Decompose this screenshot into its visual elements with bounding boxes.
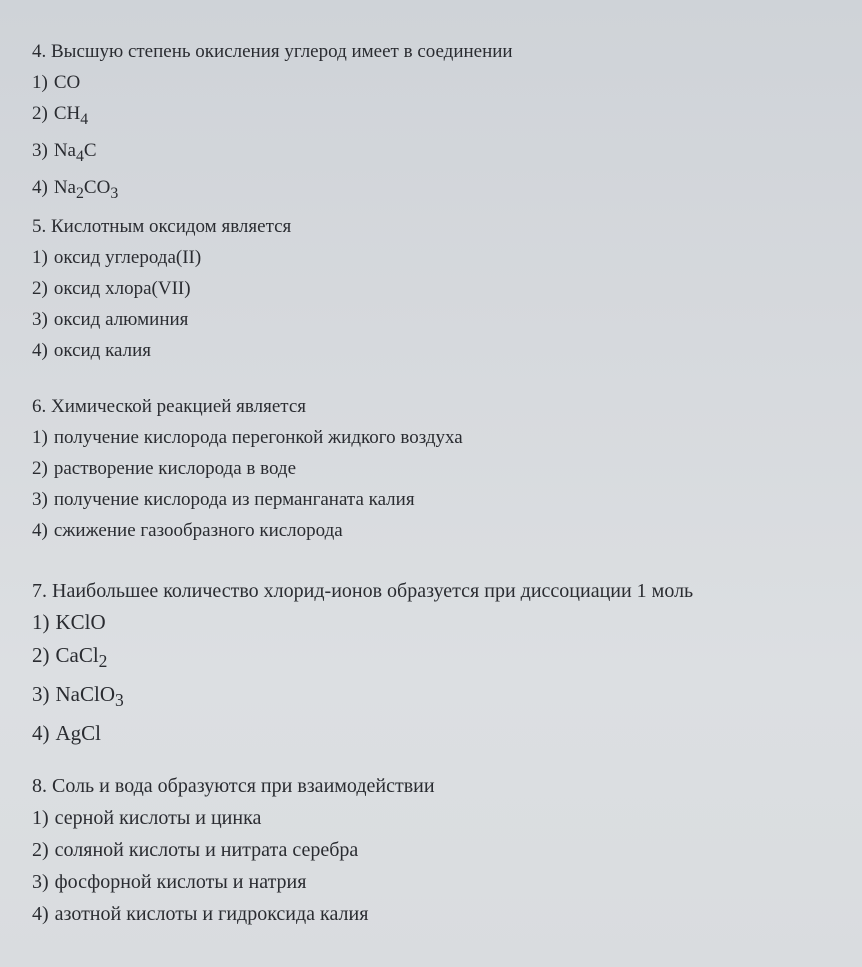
answer-option: 2) оксид хлора(VII): [32, 278, 191, 299]
answer-option: 2) $CH_4$: [32, 103, 89, 128]
question-title: 6. Химической реакцией является: [32, 396, 306, 417]
question-title: 5. Кислотным оксидом является: [32, 216, 292, 237]
question-title: 4. Высшую степень окисления углерод имеет в соединении: [32, 41, 513, 62]
question-title: 8. Соль и вода образуются при взаимодействии: [32, 775, 435, 797]
question-title: 7. Наибольшее количество хлорид-ионов образуется при диссоциации 1 моль: [32, 580, 694, 602]
answer-option: 2) CaCl$_2$: [32, 643, 108, 672]
answer-option: 2) растворение кислорода в воде: [32, 458, 297, 479]
answer-option: 4) AgCl: [32, 721, 102, 746]
question-8: [32, 770, 852, 930]
answer-option: 3) фосфорной кислоты и натрия: [32, 871, 307, 893]
answer-option: 4) оксид калия: [32, 340, 152, 361]
answer-option: 4) азотной кислоты и гидроксида калия: [32, 903, 369, 925]
question-5: [32, 212, 852, 366]
question-6: [32, 392, 852, 546]
answer-option: 3) получение кислорода из перманганата калия: [32, 489, 415, 510]
question-4: [32, 37, 852, 208]
answer-option: 1) серной кислоты и цинка: [32, 807, 262, 829]
question-7: [32, 576, 852, 750]
answer-option: 3) $Na_4C$: [32, 139, 97, 165]
answer-option: 2) соляной кислоты и нитрата серебра: [32, 839, 359, 861]
answer-option: 1) CO: [32, 72, 81, 93]
answer-option: 1) KClO: [32, 610, 106, 634]
answer-option: 3) оксид алюминия: [32, 309, 189, 330]
answer-option: 1) оксид углерода(II): [32, 247, 202, 268]
answer-option: 4) сжижение газообразного кислорода: [32, 520, 343, 541]
answer-option: 4) $Na_2CO_3$: [32, 176, 119, 202]
answer-option: 1) получение кислорода перегонкой жидкого воздуха: [32, 427, 463, 448]
answer-option: 3) NaClO$_3$: [32, 682, 124, 711]
